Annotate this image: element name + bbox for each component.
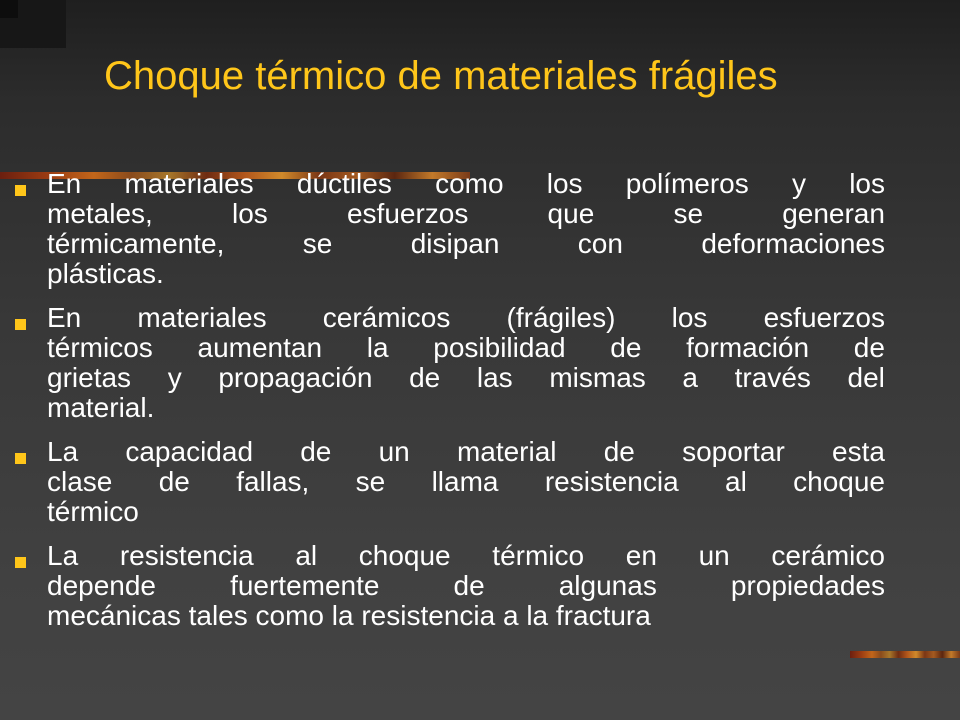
- square-bullet-icon: [15, 453, 26, 464]
- bullet-4-line-1: La resistencia al choque térmico en un cerámico: [47, 540, 885, 571]
- bullet-4-line-2: depende fuertemente de algunas propiedades: [47, 570, 885, 601]
- bullet-2-line-2: térmicos aumentan la posibilidad de formación de: [47, 332, 885, 363]
- bullet-item-3: [0, 437, 960, 527]
- bullet-1-line-4: plásticas.: [47, 258, 164, 289]
- bullet-text-2: [47, 303, 885, 423]
- bullet-2-line-3: grietas y propagación de las mismas a través del: [47, 362, 885, 393]
- bullet-4-line-3: mecánicas tales como la resistencia a la fractura: [47, 600, 651, 631]
- bullet-text-4: [47, 541, 885, 631]
- bullet-item-2: [0, 303, 960, 423]
- bullet-item-4: [0, 541, 960, 631]
- corner-inner-block: [0, 0, 18, 18]
- bullet-3-line-1: La capacidad de un material de soportar esta: [47, 436, 885, 467]
- bullet-2-line-1: En materiales cerámicos (frágiles) los esfuerzos: [47, 302, 885, 333]
- decorative-stripe-right: [850, 651, 960, 658]
- bullet-list: [0, 169, 960, 645]
- bullet-text-3: [47, 437, 885, 527]
- bullet-1-line-1: En materiales dúctiles como los polímeros y los: [47, 168, 885, 199]
- corner-block: [0, 0, 66, 48]
- bullet-text-1: [47, 169, 885, 289]
- bullet-2-line-4: material.: [47, 392, 155, 423]
- bullet-1-line-2: metales, los esfuerzos que se generan: [47, 198, 885, 229]
- square-bullet-icon: [15, 319, 26, 330]
- bullet-3-line-2: clase de fallas, se llama resistencia al choque: [47, 466, 885, 497]
- bullet-3-line-3: térmico: [47, 496, 139, 527]
- bullet-item-1: [0, 169, 960, 289]
- bullet-1-line-3: térmicamente, se disipan con deformaciones: [47, 228, 885, 259]
- square-bullet-icon: [15, 557, 26, 568]
- slide-title: Choque térmico de materiales frágiles: [104, 54, 778, 98]
- square-bullet-icon: [15, 185, 26, 196]
